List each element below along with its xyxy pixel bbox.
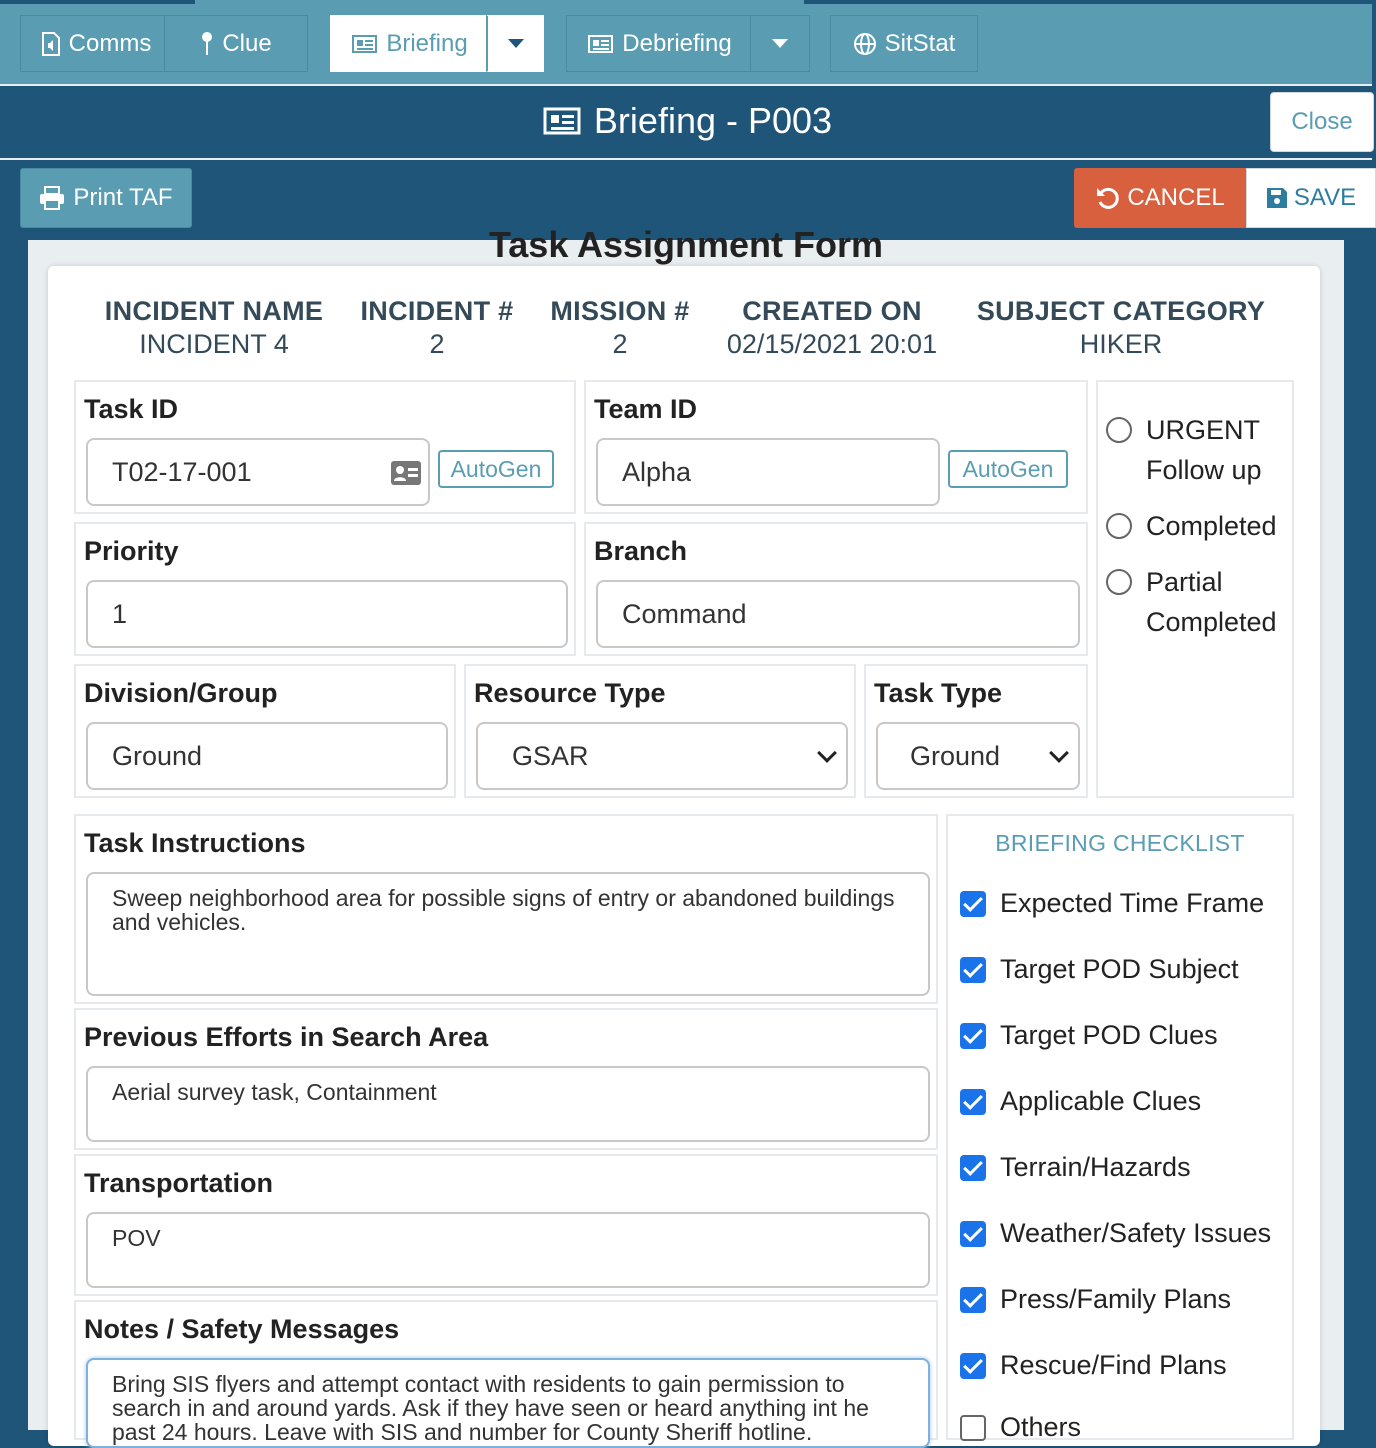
radio-button[interactable] [1106,417,1132,443]
priority-input[interactable]: 1 [86,580,568,648]
save-label: SAVE [1293,184,1357,211]
checklist-item[interactable]: Others [960,1412,1081,1443]
checklist-item[interactable]: Target POD Clues [960,1020,1218,1051]
meta-created-on: CREATED ON 02/15/2021 20:01 [726,296,938,359]
cancel-button[interactable] [1074,168,1246,228]
priority-label: Priority [84,536,179,566]
debriefing-dropdown-toggle[interactable] [750,15,810,72]
checkbox[interactable] [960,1353,986,1379]
team-id-group [584,380,1088,514]
checklist-item[interactable]: Applicable Clues [960,1086,1201,1117]
previous-efforts-textarea[interactable]: Aerial survey task, Containment [86,1066,930,1142]
newspaper-icon [586,34,614,54]
print-taf-button[interactable] [20,168,192,228]
tab-label: Clue [222,29,272,57]
team-id-input[interactable]: Alpha [596,438,940,506]
save-button[interactable] [1246,168,1376,228]
caret-down-icon [508,39,524,48]
branch-group [584,522,1088,656]
checklist-title: BRIEFING CHECKLIST [995,830,1245,856]
newspaper-icon [350,34,378,54]
resource-type-select[interactable]: GSAR [476,722,848,790]
division-group [74,664,456,798]
caret-down-icon [772,39,788,48]
tab-label: Briefing [386,29,468,57]
branch-input[interactable]: Command [596,580,1080,648]
division-input[interactable]: Ground [86,722,448,790]
cancel-label: CANCEL [1127,184,1225,211]
tab-label: SitStat [884,29,956,57]
checkbox[interactable] [960,1089,986,1115]
file-audio-icon [41,32,61,56]
previous-efforts-label: Previous Efforts in Search Area [84,1022,489,1052]
meta-incident-name: INCIDENT NAME INCIDENT 4 [104,296,324,359]
task-id-input[interactable]: T02-17-001 [86,438,430,506]
task-type-group [864,664,1088,798]
modal-header [0,84,1372,160]
scrollbar-track[interactable] [1360,240,1372,1430]
task-id-group [74,380,576,514]
notes-textarea[interactable]: Bring SIS flyers and attempt contact with residents to gain permission to search in and around yards. Ask if they have seen or heard anything int he past 24 hours. Leave with SIS and number for County Sheriff hotline. [86,1358,930,1448]
meta-subject-category: SUBJECT CATEGORY HIKER [976,296,1266,359]
task-instructions-label: Task Instructions [84,828,306,858]
checklist-item[interactable]: Expected Time Frame [960,888,1264,919]
floppy-disk-icon [1266,187,1288,209]
globe-icon [853,32,877,56]
print-taf-label: Print TAF [73,184,173,211]
tab-clue[interactable] [164,15,308,72]
checkbox[interactable] [960,957,986,983]
tab-comms[interactable] [20,15,172,72]
checkbox[interactable] [960,1155,986,1181]
checkbox[interactable] [960,1415,986,1441]
notes-group [74,1300,938,1445]
resource-type-label: Resource Type [474,678,666,708]
chevron-down-icon [1049,743,1069,763]
task-id-label: Task ID [84,394,179,424]
undo-icon [1095,185,1121,211]
checklist-item[interactable]: Terrain/Hazards [960,1152,1191,1183]
priority-group [74,522,576,656]
id-card-icon [390,460,422,486]
task-instructions-group [74,814,938,1004]
tab-indicator [0,0,195,4]
radio-urgent-follow-up[interactable]: URGENT Follow up [1106,410,1262,490]
team-id-label: Team ID [594,394,698,424]
checklist-item[interactable]: Press/Family Plans [960,1284,1231,1315]
division-label: Division/Group [84,678,278,708]
radio-button[interactable] [1106,513,1132,539]
pin-icon [200,31,214,57]
resource-type-group [464,664,856,798]
previous-efforts-group [74,1008,938,1150]
team-id-autogen-button[interactable]: AutoGen [948,450,1068,488]
meta-incident-number: INCIDENT # 2 [360,296,514,359]
top-tab-bar [0,0,1372,84]
transportation-label: Transportation [84,1168,274,1198]
checkbox[interactable] [960,891,986,917]
printer-icon [39,186,65,210]
page-title [0,100,1372,142]
task-type-select[interactable]: Ground [876,722,1080,790]
briefing-dropdown-toggle[interactable] [486,15,544,72]
meta-mission-number: MISSION # 2 [550,296,690,359]
checkbox[interactable] [960,1023,986,1049]
newspaper-icon [540,106,582,136]
radio-completed[interactable]: Completed [1106,506,1277,546]
close-button[interactable]: Close [1270,92,1374,152]
task-instructions-textarea[interactable]: Sweep neighborhood area for possible signs of entry or abandoned buildings and vehicles. [86,872,930,996]
radio-partial-completed[interactable]: Partial Completed [1106,562,1277,642]
tab-indicator [804,0,1372,4]
tab-label: Debriefing [622,29,732,57]
transportation-group [74,1154,938,1296]
checklist-item[interactable]: Rescue/Find Plans [960,1350,1227,1381]
tab-label: Comms [68,29,152,57]
checklist-item[interactable]: Weather/Safety Issues [960,1218,1271,1249]
task-id-autogen-button[interactable]: AutoGen [438,450,554,488]
task-type-label: Task Type [874,678,1003,708]
checkbox[interactable] [960,1287,986,1313]
branch-label: Branch [594,536,688,566]
tab-debriefing[interactable] [566,15,752,72]
notes-label: Notes / Safety Messages [84,1314,400,1344]
page-title-text: Briefing - P003 [593,100,833,141]
transportation-textarea[interactable]: POV [86,1212,930,1288]
checklist-item[interactable]: Target POD Subject [960,954,1239,985]
tab-sitstat[interactable] [830,15,978,72]
radio-button[interactable] [1106,569,1132,595]
chevron-down-icon [817,743,837,763]
checkbox[interactable] [960,1221,986,1247]
tab-briefing[interactable] [330,15,488,72]
form-heading: Task Assignment Form [488,224,884,265]
